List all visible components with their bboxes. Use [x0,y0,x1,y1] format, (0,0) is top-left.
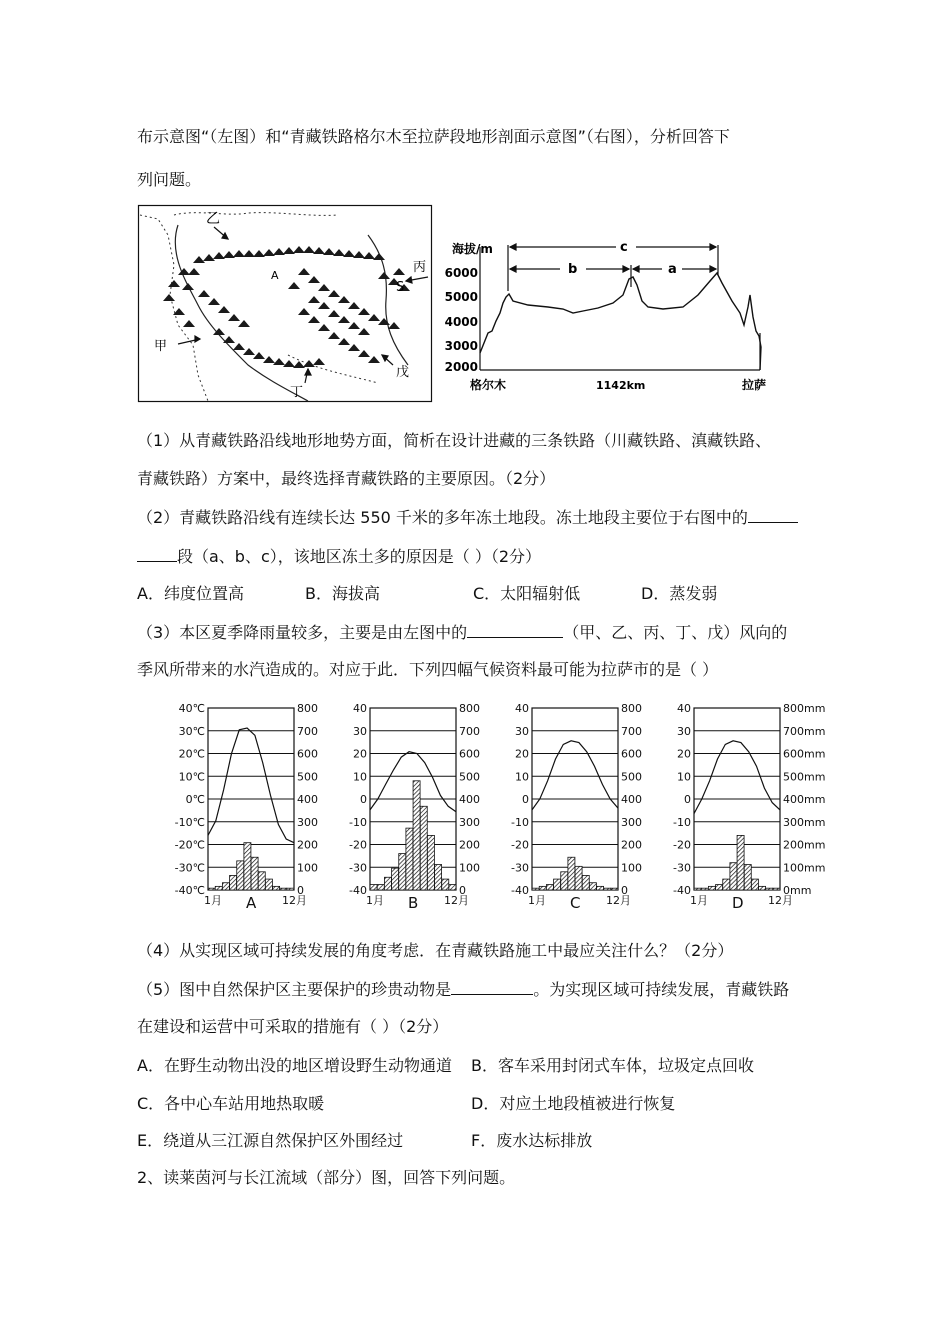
climate-precip-bar [751,879,758,890]
climate-left-tick: -10℃ [174,815,205,829]
climate-right-tick: 400 [459,793,480,806]
q5-option-f[interactable]: F．废水达标排放 [471,1131,593,1150]
climate-left-tick: 0 [522,793,529,806]
climate-left-tick: -40 [511,884,529,897]
climate-right-tick: 300 [621,815,642,829]
q5-answer-blank[interactable] [451,978,533,995]
climate-right-tick: 500 [297,770,318,784]
climate-right-tick: 0 [297,884,304,897]
climate-precip-bar [723,879,730,890]
profile-seg-a: a [668,262,677,277]
climate-right-tick: 200 [297,838,318,852]
map-label-S: S [396,280,405,295]
climate-left-tick: 10 [515,770,529,784]
climate-precip-bar [377,885,384,890]
climate-left-tick: 10℃ [178,770,205,784]
climate-precip-bar [561,872,568,890]
q2-line-2 [137,545,541,568]
climate-precip-bar [701,888,708,890]
climate-charts-svg [160,700,826,922]
climate-precip-bar [230,875,237,890]
climate-chart-label: A [246,894,257,912]
climate-precip-bar [427,835,434,890]
profile-y-tick: 2000 [444,360,478,374]
climate-left-tick: -30 [349,861,367,875]
q5-option-c[interactable]: C．各中心车站用地热取暖 [137,1094,325,1113]
q5-text-b: 。为实现区域可持续发展，青藏铁路 [533,980,790,999]
climate-right-tick: 800mm [783,702,826,715]
map-label-jia: 甲 [154,339,168,354]
q2-option-a[interactable]: A．纬度位置高 [137,584,244,603]
climate-precip-bar [694,888,701,890]
q2-option-c[interactable]: C．太阳辐射低 [473,584,581,603]
climate-left-tick: -30 [673,861,691,875]
climate-right-tick: 0 [459,884,466,897]
profile-x-right: 拉萨 [742,378,767,392]
climate-precip-bar [244,843,251,890]
climate-precip-bar [568,857,575,890]
climate-precip-bar [399,854,406,890]
q3-text-b: （甲、乙、丙、丁、戊）风向的 [563,623,788,642]
profile-x-left: 格尔木 [470,378,507,392]
q5-option-d[interactable]: D．对应土地段植被进行恢复 [471,1094,676,1113]
profile-y-tick: 5000 [444,290,478,304]
q2-answer-blank[interactable] [748,506,798,523]
q4-line-1: （4）从实现区域可持续发展的角度考虑．在青藏铁路施工中最应关注什么？（2分） [137,941,734,960]
climate-precip-bar [546,885,553,890]
climate-left-tick: -30℃ [174,861,205,875]
climate-right-tick: 600 [297,747,318,761]
climate-precip-bar [554,879,561,890]
climate-month-start: 1月 [528,894,546,907]
climate-right-tick: 500mm [783,770,826,784]
climate-right-tick: 600 [621,747,642,761]
q3-text-a: （3）本区夏季降雨量较多，主要是由左图中的 [137,623,468,642]
climate-month-start: 1月 [366,894,384,907]
climate-precip-bar [287,888,294,890]
qinghai-tibet-map [138,205,432,402]
climate-left-tick: 20 [515,747,529,761]
climate-precip-bar [251,857,258,890]
climate-precip-bar [420,806,427,890]
profile-seg-b: b [568,262,578,277]
climate-right-tick: 800 [459,702,480,715]
climate-precip-bar [730,863,737,890]
climate-right-tick: 700mm [783,724,826,738]
climate-precip-bar [258,872,265,890]
climate-precip-bar [766,888,773,890]
climate-precip-bar [208,888,215,890]
climate-right-tick: 400 [297,793,318,806]
climate-precip-bar [597,886,604,890]
profile-seg-c: c [620,240,628,255]
q2-text-b: 段（a、b、c），该地区冻土多的原因是（ ）（2分） [177,547,542,566]
climate-precip-bar [449,885,456,890]
climate-chart-label: C [570,894,581,912]
climate-right-tick: 100 [621,861,642,875]
q5-option-b[interactable]: B．客车采用封闭式车体，垃圾定点回收 [471,1056,754,1075]
climate-right-tick: 100 [297,861,318,875]
q2-option-d[interactable]: D．蒸发弱 [641,584,718,603]
climate-left-tick: 40℃ [178,702,205,715]
climate-left-tick: -10 [673,815,691,829]
climate-left-tick: -20 [349,838,367,852]
climate-left-tick: 30 [353,724,367,738]
climate-right-tick: 600mm [783,747,826,761]
climate-right-tick: 200mm [783,838,826,852]
climate-left-tick: 0℃ [185,793,205,806]
climate-precip-bar [237,861,244,890]
climate-left-tick: -10 [349,815,367,829]
climate-precip-bar [384,877,391,890]
climate-right-tick: 300 [297,815,318,829]
climate-precip-bar [539,886,546,890]
climate-right-tick: 0 [621,884,628,897]
intro-line-2: 列问题。 [137,170,202,189]
climate-right-tick: 700 [459,724,480,738]
q3-answer-blank[interactable] [467,621,563,638]
q2-text-a: （2）青藏铁路沿线有连续长达 550 千米的多年冻土地段。冻土地段主要位于右图中的 [137,508,748,527]
climate-left-tick: 20 [677,747,691,761]
climate-left-tick: -20℃ [174,838,205,852]
climate-right-tick: 500 [459,770,480,784]
map-label-ding: 丁 [290,385,304,400]
map-label-A: A [271,269,279,282]
q5-option-e[interactable]: E．绕道从三江源自然保护区外围经过 [137,1131,404,1150]
climate-precip-bar [708,886,715,890]
climate-right-tick: 800 [297,702,318,715]
climate-precip-bar [611,888,618,890]
climate-left-tick: 30℃ [178,724,205,738]
profile-ylabel: 海拔/m [452,242,493,256]
climate-left-tick: 40 [353,702,367,715]
climate-precip-bar [582,875,589,890]
climate-right-tick: 0mm [783,884,812,897]
climate-precip-bar [280,888,287,890]
profile-y-tick: 3000 [444,339,478,353]
climate-precip-bar [442,879,449,890]
climate-left-tick: -20 [673,838,691,852]
climate-right-tick: 800 [621,702,642,715]
map-label-wu: 戊 [396,365,410,380]
climate-left-tick: 40 [515,702,529,715]
q3-line-2: 季风所带来的水汽造成的。对应于此．下列四幅气候资料最可能为拉萨市的是（ ） [137,660,719,679]
q2-answer-blank-cont[interactable] [137,545,177,562]
climate-left-tick: 30 [677,724,691,738]
climate-precip-bar [744,865,751,890]
map-label-yi: 乙 [206,211,220,227]
q5-line-1 [137,978,789,1001]
climate-month-start: 1月 [204,894,222,907]
climate-right-tick: 100 [459,861,480,875]
climate-precip-bar [273,886,280,890]
climate-precip-bar [773,888,780,890]
climate-month-end: 12月 [282,894,307,907]
profile-y-tick: 6000 [444,266,478,280]
intro-line-1: 布示意图“（左图）和“青藏铁路格尔木至拉萨段地形剖面示意图”（右图），分析回答下 [137,127,730,146]
climate-precip-bar [716,885,723,890]
q2-option-b[interactable]: B．海拔高 [305,584,380,603]
map-label-bing: 丙 [413,260,427,275]
climate-left-tick: 30 [515,724,529,738]
climate-precip-bar [575,866,582,890]
climate-right-tick: 600 [459,747,480,761]
climate-precip-bar [759,886,766,890]
climate-right-tick: 200 [621,838,642,852]
climate-left-tick: -20 [511,838,529,852]
q1-line-1: （1）从青藏铁路沿线地形地势方面，简析在设计进藏的三条铁路（川藏铁路、滇藏铁路、 [137,431,772,450]
climate-chart-label: B [408,894,419,912]
climate-month-end: 12月 [444,894,469,907]
climate-left-tick: -40 [349,884,367,897]
q-next-line-1: 2、读莱茵河与长江流域（部分）图，回答下列问题。 [137,1168,516,1187]
terrain-profile [444,213,770,396]
q5-option-a[interactable]: A．在野生动物出没的地区增设野生动物通道 [137,1056,452,1075]
climate-chart-label: D [732,894,744,912]
climate-left-tick: -30 [511,861,529,875]
climate-precip-bar [532,888,539,890]
climate-right-tick: 300mm [783,815,826,829]
climate-right-tick: 500 [621,770,642,784]
climate-charts [160,700,826,922]
climate-left-tick: 40 [677,702,691,715]
q2-line-1 [137,506,798,529]
climate-left-tick: -40 [673,884,691,897]
climate-right-tick: 700 [621,724,642,738]
climate-left-tick: 0 [684,793,691,806]
climate-precip-bar [215,886,222,890]
climate-left-tick: 20℃ [178,747,205,761]
q5-text-a: （5）图中自然保护区主要保护的珍贵动物是 [137,980,452,999]
climate-precip-bar [435,865,442,890]
climate-precip-bar [589,883,596,890]
climate-right-tick: 300 [459,815,480,829]
climate-precip-bar [604,888,611,890]
climate-left-tick: 0 [360,793,367,806]
q3-line-1 [137,621,787,644]
climate-left-tick: -40℃ [174,884,205,897]
climate-left-tick: 10 [353,770,367,784]
q1-line-2: 青藏铁路）方案中，最终选择青藏铁路的主要原因。（2分） [137,469,556,488]
climate-left-tick: 20 [353,747,367,761]
climate-right-tick: 400 [621,793,642,806]
climate-precip-bar [392,868,399,890]
climate-precip-bar [413,781,420,890]
climate-right-tick: 700 [297,724,318,738]
q5-line-2: 在建设和运营中可采取的措施有（ ）（2分） [137,1017,449,1036]
profile-x-mid: 1142km [596,379,646,392]
climate-right-tick: 200 [459,838,480,852]
climate-left-tick: 10 [677,770,691,784]
climate-right-tick: 100mm [783,861,826,875]
climate-right-tick: 400mm [783,793,826,806]
climate-precip-bar [265,879,272,890]
climate-month-end: 12月 [606,894,631,907]
climate-precip-bar [222,883,229,890]
climate-precip-bar [370,885,377,890]
climate-precip-bar [737,835,744,890]
climate-precip-bar [406,828,413,890]
climate-month-start: 1月 [690,894,708,907]
climate-month-end: 12月 [768,894,793,907]
climate-left-tick: -10 [511,815,529,829]
profile-y-tick: 4000 [444,315,478,329]
